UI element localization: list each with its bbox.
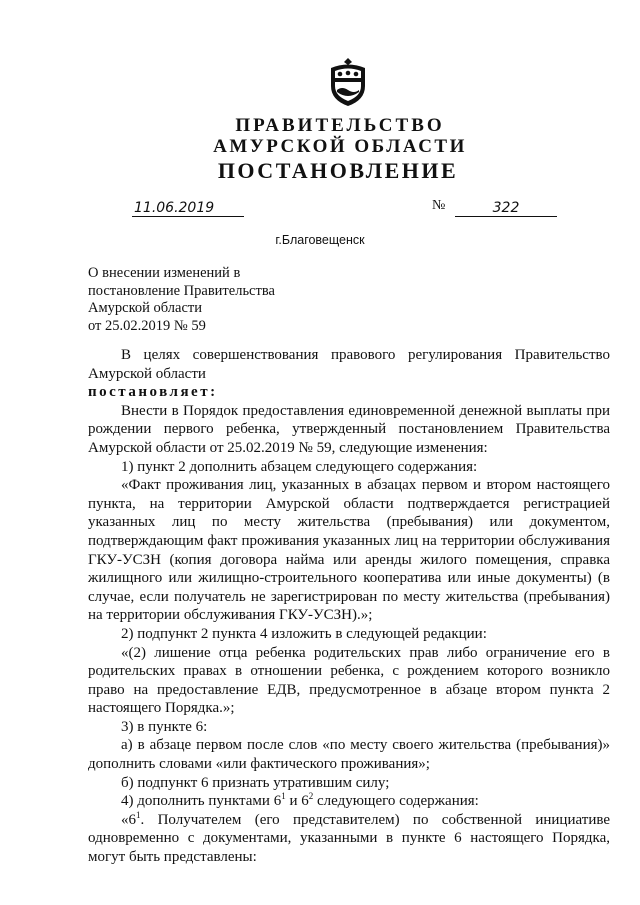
subject-line: от 25.02.2019 № 59 <box>88 317 206 334</box>
body-paragraph: «Факт проживания лиц, указанных в абзацах первом и втором настоящего пункта, на территории Амурской области подтверждается регистрацией указанных лиц по месту жительства (пребывания) или документом, подтверждающим факт проживания указанных лиц на территории обслуживания ГКУ-УСЗН (копия договора найма или аренды жилого помещения, справка жилищного или жилищно-строительного кооператива или иные документы) (в случае, если получатель не зарегистрирован по месту жительства (пребывания) на территории обслуживания ГКУ-УСЗН).»; <box>88 477 610 624</box>
text-span: 4) дополнить пунктами 6 <box>121 793 282 810</box>
body-paragraph: Внести в Порядок предоставления единовременной денежной выплаты при рождении первого ребенка, утвержденный постановлением Правительства Амурской области от 25.02.2019 № 59, следующие изменения: <box>88 402 610 456</box>
coat-of-arms-emblem-icon <box>325 56 371 108</box>
text-span: следующего содержания: <box>313 793 479 810</box>
org-name-line1: ПРАВИТЕЛЬСТВО <box>235 115 445 136</box>
resolves-heading: постановляет: <box>88 384 218 401</box>
superscript: 2 <box>308 791 314 802</box>
text-span: «6 <box>121 811 136 828</box>
city-name: г.Благовещенск <box>275 233 365 247</box>
document-subject <box>88 265 328 335</box>
body-paragraph: б) подпункт 6 признать утратившим силу; <box>121 774 390 791</box>
document-date: 11.06.2019 <box>132 200 244 217</box>
subject-line: Амурской области <box>88 300 202 316</box>
text-span: и 6 <box>285 793 309 810</box>
body-paragraph <box>88 792 610 811</box>
org-name-line2: АМУРСКОЙ ОБЛАСТИ <box>213 136 467 157</box>
document-body <box>88 346 610 867</box>
document-type-title: ПОСТАНОВЛЕНИЕ <box>217 158 459 183</box>
subject-line: О внесении изменений в <box>88 265 241 281</box>
body-paragraph: а) в абзаце первом после слов «по месту своего жительства (пребывания)» дополнить словами «или фактического проживания»; <box>88 737 610 773</box>
number-label: № <box>432 198 446 213</box>
body-paragraph <box>88 811 610 867</box>
superscript: 1 <box>136 809 141 820</box>
body-paragraph: 1) пункт 2 дополнить абзацем следующего содержания: <box>121 458 478 475</box>
body-paragraph: 2) подпункт 2 пункта 4 изложить в следующей редакции: <box>121 625 487 642</box>
subject-line: постановление Правительства <box>88 282 275 299</box>
body-paragraph: 3) в пункте 6: <box>121 718 208 735</box>
preamble-paragraph: В целях совершенствования правового регулирования Правительство Амурской области <box>88 347 610 382</box>
text-span: . Получателем (его представителем) по собственной инициативе одновременно с документами, указанными в пункте 6 настоящего Порядка, могут быть представлены: <box>88 811 610 866</box>
superscript: 1 <box>281 791 286 802</box>
document-number: 322 <box>455 200 557 217</box>
body-paragraph: «(2) лишение отца ребенка родительских прав либо ограничение его в родительских правах в отношении ребенка, с рождением которого возникло право на предоставление ЕДВ, предусмотренное в абзаце втором пункта 2 настоящего Порядка.»; <box>88 644 610 717</box>
